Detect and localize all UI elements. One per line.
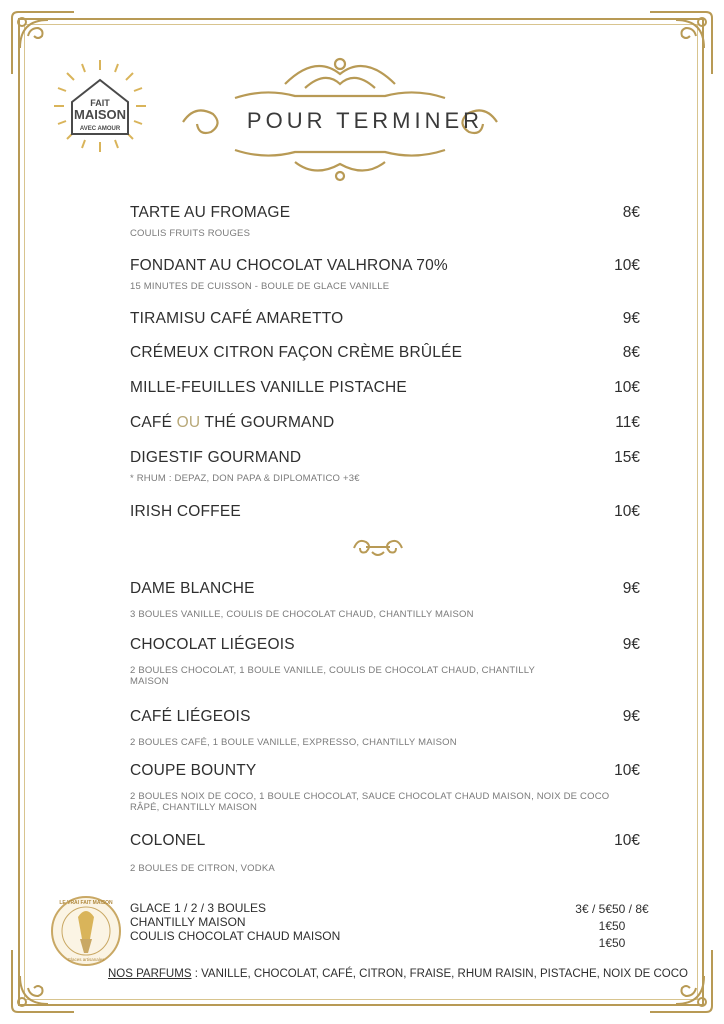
extras-list bbox=[130, 901, 340, 943]
menu-item bbox=[130, 832, 640, 874]
fait-maison-logo bbox=[52, 58, 148, 154]
extras-price: 1€50 bbox=[598, 919, 626, 933]
item-name: COUPE BOUNTY bbox=[130, 762, 257, 779]
item-name-part: THÉ GOURMAND bbox=[200, 414, 335, 431]
item-price: 8€ bbox=[622, 344, 640, 361]
item-name: IRISH COFFEE bbox=[130, 503, 241, 520]
item-name-or: OU bbox=[176, 414, 201, 431]
item-price: 15€ bbox=[614, 449, 640, 466]
item-desc: 2 BOULES DE CITRON, VODKA bbox=[130, 863, 275, 874]
extras-line: COULIS CHOCOLAT CHAUD MAISON bbox=[130, 929, 341, 943]
item-name: CAFÉ LIÉGEOIS bbox=[130, 708, 251, 725]
logo-line2: MAISON bbox=[74, 107, 126, 122]
extras-prices bbox=[562, 901, 662, 952]
divider-ornament-icon bbox=[350, 536, 406, 558]
item-desc: * RHUM : DEPAZ, DON PAPA & DIPLOMATICO +3€ bbox=[130, 473, 360, 484]
item-name: CRÉMEUX CITRON FAÇON CRÈME BRÛLÉE bbox=[130, 344, 463, 361]
menu-item bbox=[130, 503, 640, 521]
menu-item bbox=[130, 344, 640, 362]
item-name: TARTE AU FROMAGE bbox=[130, 204, 291, 221]
item-price: 10€ bbox=[614, 832, 640, 849]
logo2-ring-text: LE VRAI FAIT MAISON bbox=[59, 900, 113, 906]
item-name-part: CAFÉ bbox=[130, 414, 177, 431]
item-name: FONDANT AU CHOCOLAT VALHRONA 70% bbox=[130, 257, 448, 274]
item-name: COLONEL bbox=[130, 832, 206, 849]
extras-line: CHANTILLY MAISON bbox=[130, 915, 246, 929]
item-price: 10€ bbox=[614, 762, 640, 779]
item-name: DIGESTIF GOURMAND bbox=[130, 449, 302, 466]
menu-item bbox=[130, 204, 640, 239]
menu-item bbox=[130, 762, 640, 813]
item-desc: 2 BOULES CHOCOLAT, 1 BOULE VANILLE, COULIS DE CHOCOLAT CHAUD, CHANTILLY MAISON bbox=[130, 665, 535, 687]
item-desc: COULIS FRUITS ROUGES bbox=[130, 228, 251, 239]
extras-price: 1€50 bbox=[598, 936, 626, 950]
menu-item bbox=[130, 414, 640, 432]
item-name: MILLE-FEUILLES VANILLE PISTACHE bbox=[130, 379, 407, 396]
item-price: 10€ bbox=[614, 503, 640, 520]
item-price: 8€ bbox=[622, 204, 640, 221]
item-desc: 3 BOULES VANILLE, COULIS DE CHOCOLAT CHAUD, CHANTILLY MAISON bbox=[130, 609, 474, 620]
flavours-label: NOS PARFUMS bbox=[108, 968, 192, 980]
item-name: DAME BLANCHE bbox=[130, 580, 255, 597]
item-desc: 15 MINUTES DE CUISSON - BOULE DE GLACE VANILLE bbox=[130, 281, 390, 292]
item-desc: 2 BOULES CAFÉ, 1 BOULE VANILLE, EXPRESSO, CHANTILLY MAISON bbox=[130, 737, 457, 748]
logo-line3: AVEC AMOUR bbox=[79, 126, 121, 132]
item-price: 10€ bbox=[614, 257, 640, 274]
item-name: TIRAMISU CAFÉ AMARETTO bbox=[130, 310, 344, 327]
logo-line1: FAIT bbox=[90, 98, 110, 108]
extras-price: 3€ / 5€50 / 8€ bbox=[575, 902, 649, 916]
item-price: 10€ bbox=[614, 379, 640, 396]
menu-item bbox=[130, 257, 640, 292]
flavours-list: : VANILLE, CHOCOLAT, CAFÉ, CITRON, FRAISE, RHUM RAISIN, PISTACHE, NOIX DE COCO bbox=[191, 968, 688, 980]
menu-item bbox=[130, 379, 640, 397]
menu-item bbox=[130, 449, 640, 484]
item-desc: 2 BOULES NOIX DE COCO, 1 BOULE CHOCOLAT, SAUCE CHOCOLAT CHAUD MAISON, NOIX DE COCO RÂPÉ, CHANTILLY MAISON bbox=[130, 791, 610, 813]
item-price: 9€ bbox=[622, 636, 640, 653]
item-price: 11€ bbox=[615, 414, 640, 431]
menu-item bbox=[130, 636, 640, 687]
item-price: 9€ bbox=[622, 310, 640, 327]
item-name bbox=[130, 414, 640, 432]
menu-item bbox=[130, 708, 640, 748]
menu-item bbox=[130, 310, 640, 328]
extras-line: GLACE 1 / 2 / 3 BOULES bbox=[130, 901, 267, 915]
vrai-fait-maison-logo bbox=[48, 893, 124, 969]
corner-ornament-icon bbox=[646, 8, 716, 78]
item-name: CHOCOLAT LIÉGEOIS bbox=[130, 636, 295, 653]
item-price: 9€ bbox=[622, 708, 640, 725]
corner-ornament-icon bbox=[646, 946, 716, 1016]
flavours-line bbox=[108, 968, 688, 980]
page-title: POUR TERMINER bbox=[246, 108, 484, 133]
item-price: 9€ bbox=[622, 580, 640, 597]
logo2-sub-text: Glaces artisanales bbox=[67, 957, 105, 962]
menu-item bbox=[130, 580, 640, 620]
